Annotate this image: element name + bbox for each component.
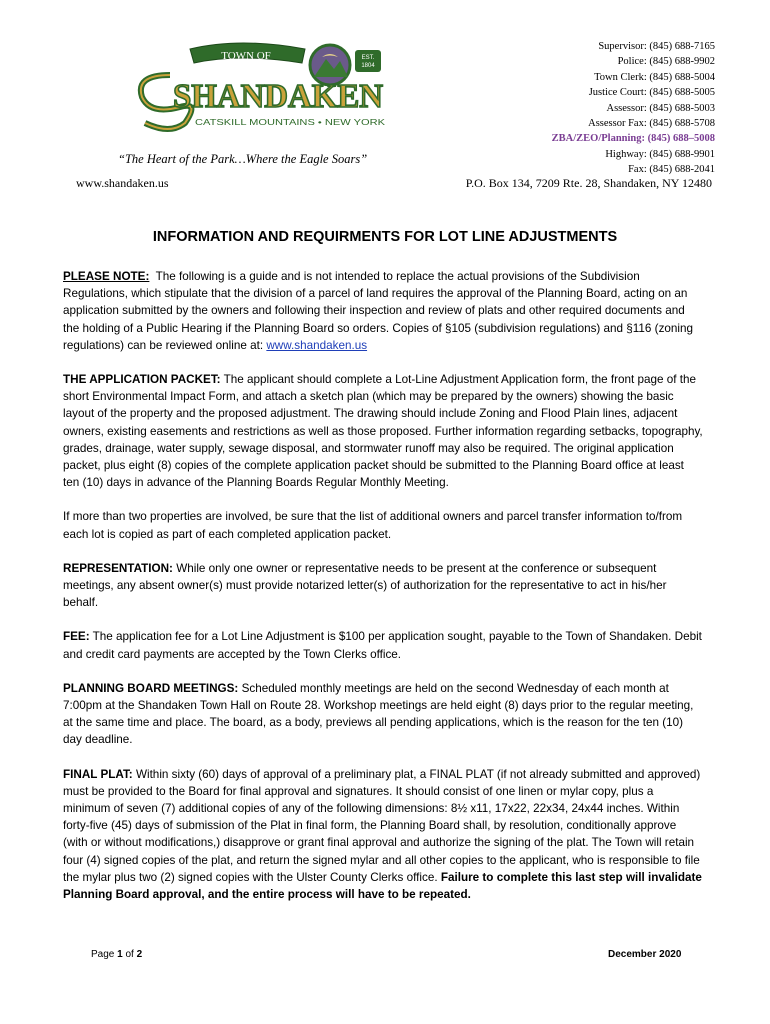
logo-est-line2: 1804 [361, 63, 375, 69]
logo-est-line1: EST. [361, 55, 375, 61]
note-label: PLEASE NOTE: [63, 270, 150, 283]
document-body [63, 268, 703, 920]
website-link[interactable]: www.shandaken.us [76, 176, 169, 190]
multiple-text: If more than two properties are involved, be sure that the list of additional owners and parcel transfer information to/from each lot is copied as part of each completed application packet. [63, 510, 683, 541]
contact-list [552, 39, 715, 178]
logo-top-text: TOWN OF [221, 50, 271, 62]
section-note [63, 268, 703, 354]
note-link[interactable]: www.shandaken.us [266, 338, 368, 352]
representation-text: While only one owner or representative needs to be present at the conference or subsequent meetings, any absent owner(s) must provide notarized letter(s) of authorization for the representative to act in his/her behalf. [63, 561, 667, 610]
final-plat-text: Within sixty (60) days of approval of a preliminary plat, a FINAL PLAT (if not already submitted and approved) must be provided to the Board for final approval and signatures. It should consist of one linen or mylar copy, plus a minimum of seven (7) additional copies of any of the following dimensions: 8½ x11, 17x22, 22x34, 24x44 inches. Within forty-five (45) days of submission of the Plat in final form, the Planning Board shall, by resolution, conditionally approve (with or without modifications,) disapprove or grant final approval and authorize the signing of the plat. The Town will retain four (4) signed copies of the plat, and return the signed mylar and all other copies to the applicant, who is responsible to file the mylar plus two (2) signed copies with the Ulster County Clerks office. [63, 767, 701, 884]
page-total: 2 [136, 949, 143, 960]
page-current: 1 [117, 949, 123, 960]
contact-police: Police: (845) 688-9902 [617, 56, 715, 68]
section-fee [63, 628, 703, 662]
mailing-address: P.O. Box 134, 7209 Rte. 28, Shandaken, NY 12480 [465, 176, 712, 190]
note-text: The following is a guide and is not intended to replace the actual provisions of the Subdivision Regulations, which stipulate that the division of a parcel of land requires the approval of the Planning Board, acting on an application submitted by the owners and following their inspection and review of plats and other required documents and the holding of a Public Hearing if the Planning Board so orders. Copies of §105 (subdivision regulations) and §116 (zoning regulations) can be reviewed online at: [63, 270, 694, 352]
section-representation [63, 560, 703, 612]
page-number [91, 949, 142, 960]
section-final-plat [63, 766, 703, 904]
logo-name: SHANDAKEN [173, 78, 384, 115]
packet-text: The applicant should complete a Lot-Line Adjustment Application form, the front page of the short Environmental Impact Form, and attach a sketch plan (which may be prepared by the owners) showing the basic layout of the property and the proposed adjustment. The drawing should include Zoning and Flood Plain lines, adjacent owners, existing easements and restrictions as well as those proposed. Further information regarding setbacks, topography, grades, drainage, water supply, sewage disposal, and stormwater runoff may also be required. The original application packet, plus eight (8) copies of the complete application packet should be submitted to the Planning Board office at least ten (10) days in advance of the Planning Boards Regular Monthly Meeting. [63, 373, 703, 490]
document-date: December 2020 [608, 949, 682, 960]
packet-label: THE APPLICATION PACKET: [63, 373, 221, 387]
final-plat-label: FINAL PLAT: [63, 767, 133, 781]
contact-highway: Highway: (845) 688-9901 [605, 148, 715, 160]
page-title: INFORMATION AND REQUIRMENTS FOR LOT LINE ADJUSTMENTS [152, 229, 618, 245]
contact-assessor: Assessor: (845) 688-5003 [606, 102, 715, 114]
page-of: of [122, 949, 137, 960]
tagline: “The Heart of the Park…Where the Eagle Soars” [118, 152, 368, 166]
section-multiple [63, 508, 703, 542]
meetings-text: Scheduled monthly meetings are held on the second Wednesday of each month at 7:00pm at the Shandaken Town Hall on Route 28. Workshop meetings are held eight (8) days prior to the regular meeting, at the same time and place. The board, as a body, previews all pending applications, which is the reason for the ten (10) day deadline. [63, 681, 694, 747]
section-meetings [63, 680, 703, 749]
contact-fax: Fax: (845) 688-2041 [628, 164, 715, 176]
meetings-label: PLANNING BOARD MEETINGS: [63, 681, 239, 695]
section-packet [63, 371, 703, 491]
representation-label: REPRESENTATION: [63, 561, 173, 575]
contact-justice-court: Justice Court: (845) 688-5005 [588, 87, 715, 99]
fee-text: The application fee for a Lot Line Adjustment is $100 per application sought, payable to the Town of Shandaken. Debit and credit card payments are accepted by the Town Clerks office. [63, 630, 702, 661]
contact-planning: ZBA/ZEO/Planning: (845) 688–5008 [551, 133, 715, 145]
final-plat-warning: Failure to complete this last step will invalidate Planning Board approval, and the entire process will have to be repeated. [63, 870, 702, 902]
logo-sub-text: CATSKILL MOUNTAINS • NEW YORK [195, 117, 386, 127]
contact-assessor-fax: Assessor Fax: (845) 688-5708 [588, 118, 715, 130]
contact-town-clerk: Town Clerk: (845) 688-5004 [594, 71, 715, 83]
page-prefix: Page [91, 949, 118, 960]
town-logo [130, 35, 400, 135]
contact-supervisor: Supervisor: (845) 688-7165 [598, 41, 715, 52]
fee-label: FEE: [63, 630, 90, 644]
